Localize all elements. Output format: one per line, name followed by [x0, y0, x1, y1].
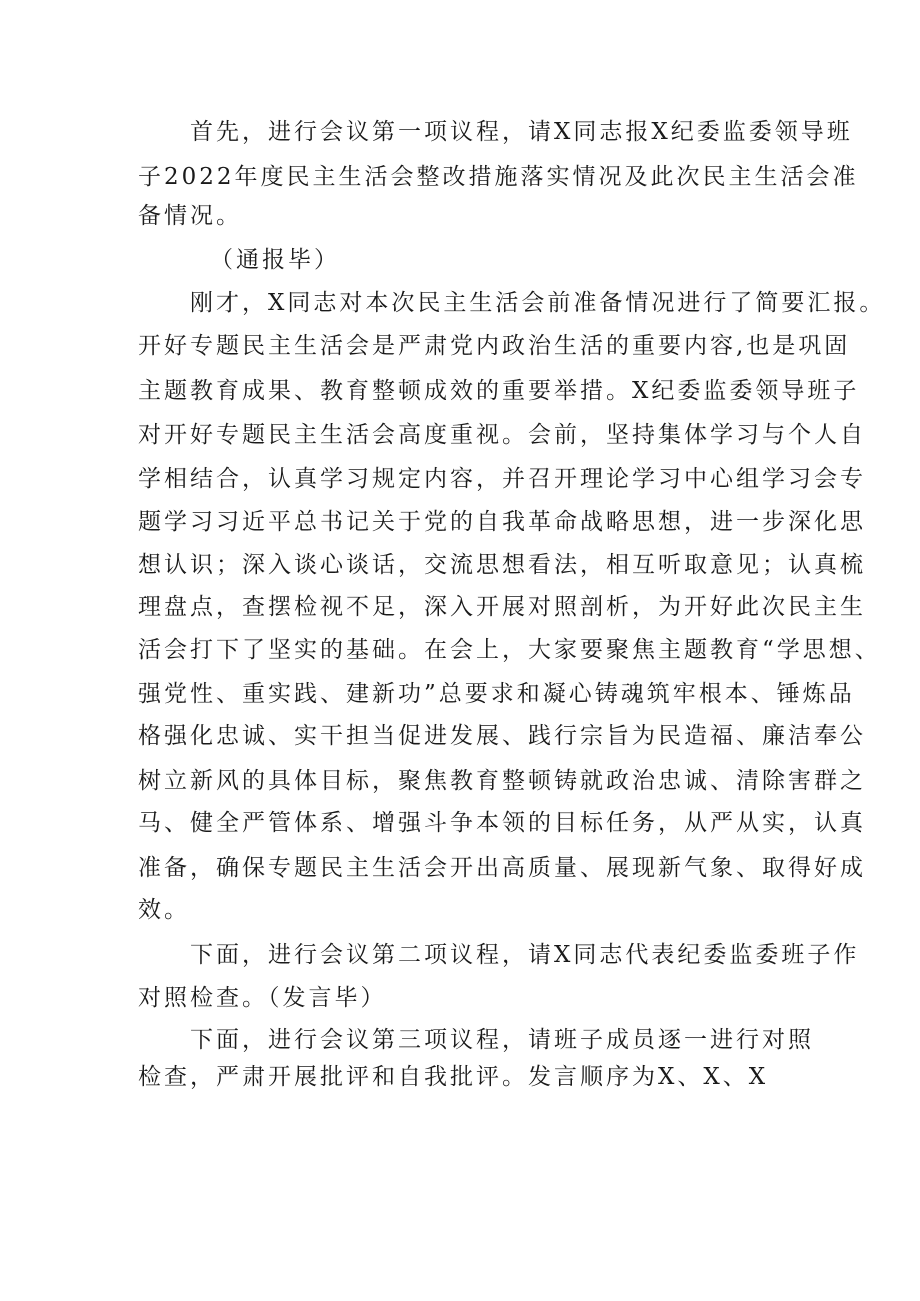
paragraph-line: 树立新风的具体目标，聚焦教育整顿铸就政治忠诚、清除害群之	[138, 768, 866, 794]
paragraph-line: 活会打下了坚实的基础。在会上，大家要聚焦主题教育“学思想、	[138, 637, 881, 663]
paragraph-line: 题学习习近平总书记关于党的自我革命战略思想，进一步深化思	[138, 509, 866, 535]
paragraph-line: 强党性、重实践、建新功”总要求和凝心铸魂筑牢根本、锤炼品	[138, 681, 855, 707]
paragraph-line: 马、健全严管体系、增强斗争本领的目标任务，从严从实，认真	[138, 810, 866, 836]
paragraph-line: 效。	[138, 897, 190, 923]
paragraph-line: 学相结合，认真学习规定内容，并召开理论学习中心组学习会专	[138, 466, 866, 492]
paragraph-line: （通报毕）	[210, 247, 340, 273]
paragraph-line: 备情况。	[138, 203, 242, 229]
paragraph-line: 刚才，X同志对本次民主生活会前准备情况进行了简要汇报。	[190, 290, 886, 316]
paragraph-line: 检查，严肃开展批评和自我批评。发言顺序为X、X、X	[138, 1064, 769, 1090]
paragraph-line: 格强化忠诚、实干担当促进发展、践行宗旨为民造福、廉洁奉公	[138, 723, 866, 749]
paragraph-line: 首先，进行会议第一项议程，请X同志报X纪委监委领导班	[190, 119, 853, 145]
paragraph-line: 想认识；深入谈心谈话，交流思想看法，相互听取意见；认真梳	[138, 552, 866, 578]
paragraph-line: 子2022年度民主生活会整改措施落实情况及此次民主生活会准	[138, 164, 859, 190]
paragraph-line: 对照检查。（发言毕）	[138, 985, 387, 1011]
paragraph-line: 准备，确保专题民主生活会开出高质量、展现新气象、取得好成	[138, 855, 866, 881]
paragraph-line: 下面，进行会议第二项议程，请X同志代表纪委监委班子作	[190, 942, 860, 968]
paragraph-line: 对开好专题民主生活会高度重视。会前，坚持集体学习与个人自	[138, 422, 866, 448]
paragraph-line: 下面，进行会议第三项议程，请班子成员逐一进行对照	[190, 1027, 814, 1053]
paragraph-line: 主题教育成果、教育整顿成效的重要举措。X纪委监委领导班子	[138, 378, 860, 404]
paragraph-line: 开好专题民主生活会是严肃党内政治生活的重要内容,也是巩固	[138, 333, 851, 359]
paragraph-line: 理盘点，查摆检视不足，深入开展对照剖析，为开好此次民主生	[138, 594, 866, 620]
